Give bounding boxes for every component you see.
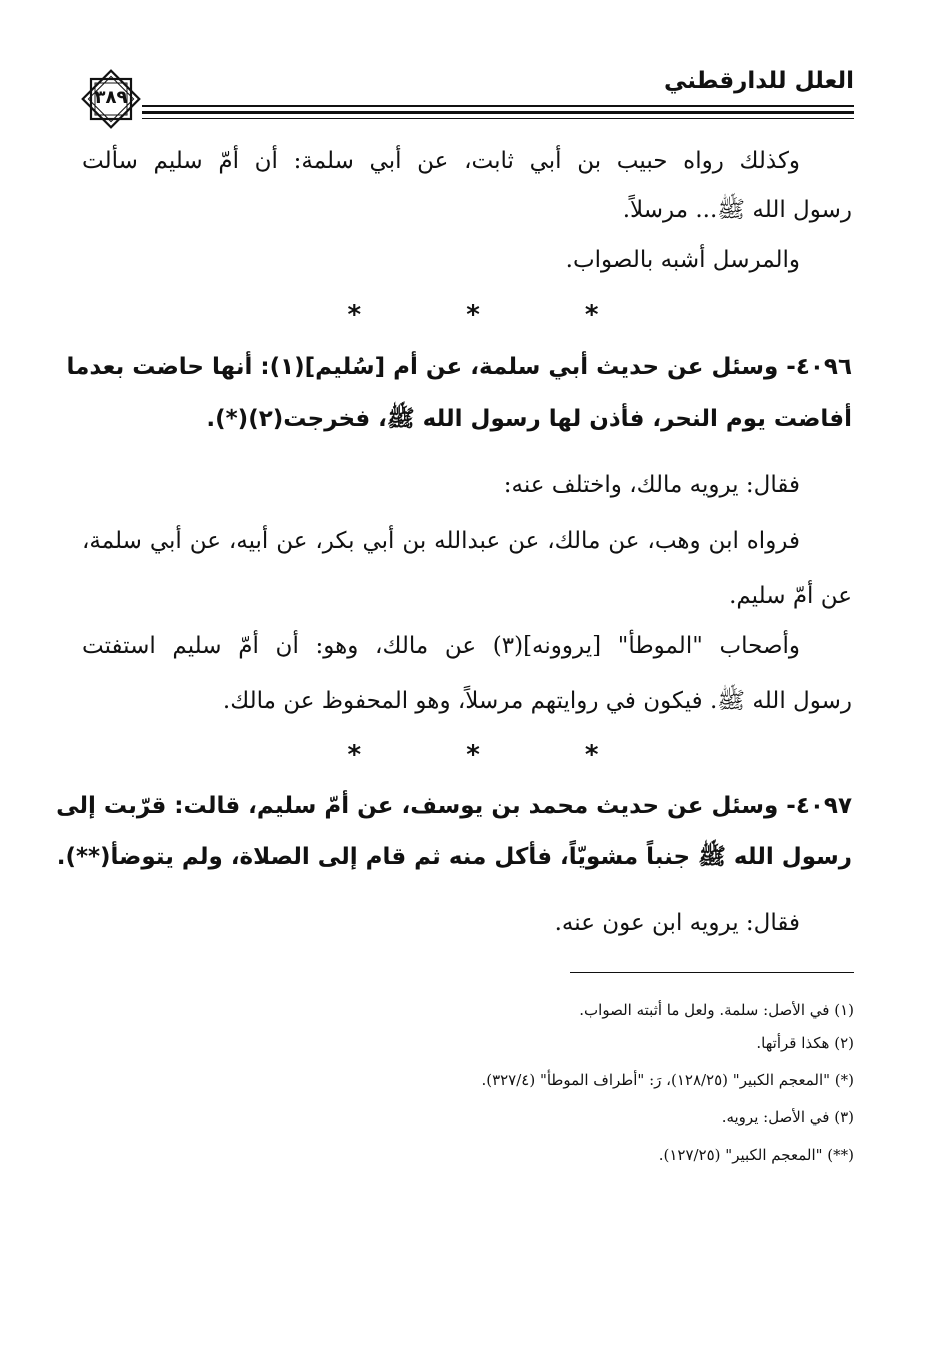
body-line: والمرسل أشبه بالصواب. (565, 247, 800, 273)
body-line: رسول الله ﷺ. فيكون في روايتهم مرسلاً، وهو المحفوظ عن مالك. (222, 688, 852, 714)
body-line: فرواه ابن وهب، عن مالك، عن عبدالله بن أبي بكر، عن أبيه، عن أبي سلمة، (82, 528, 800, 554)
page-number: ٣٨٩ (94, 87, 128, 108)
body-line: وكذلك رواه حبيب بن أبي ثابت، عن أبي سلمة: أن أمّ سليم سألت (82, 148, 800, 174)
question-heading: رسول الله ﷺ جنباً مشويّاً، فأكل منه ثم قام إلى الصلاة، ولم يتوضأ(**). (56, 844, 852, 870)
footnote: (١) في الأصل: سلمة. ولعل ما أثبته الصواب. (579, 1001, 854, 1019)
footnote-rule (570, 972, 854, 973)
footnote: (**) "المعجم الكبير" (١٢٧/٢٥). (658, 1146, 854, 1164)
body-line: فقال: يرويه مالك، واختلف عنه: (503, 472, 800, 498)
section-separator: * * * (347, 740, 647, 770)
book-title: العلل للدارقطني (664, 68, 854, 94)
body-line: عن أمّ سليم. (729, 583, 852, 609)
body-line: فقال: يرويه ابن عون عنه. (554, 910, 800, 936)
section-separator: * * * (347, 300, 647, 330)
header-rule (142, 111, 854, 114)
footnote: (٣) في الأصل: يرويه. (721, 1108, 854, 1126)
question-heading: ٤٠٩٦- وسئل عن حديث أبي سلمة، عن أم [سُليم](١): أنها حاضت بعدما (66, 354, 852, 380)
body-line: رسول الله ﷺ... مرسلاً. (622, 197, 852, 223)
page-number-badge (78, 66, 144, 132)
footnote: (٢) هكذا قرأتها. (756, 1034, 854, 1052)
footnote: (*) "المعجم الكبير" (١٢٨/٢٥)، رَ: "أطراف الموطأ" (٣٢٧/٤). (481, 1071, 854, 1089)
header-rule (142, 118, 854, 119)
question-heading: أفاضت يوم النحر، فأذن لها رسول الله ﷺ، فخرجت(٢)(*). (206, 406, 852, 432)
body-line: وأصحاب "الموطأ" [يروونه](٣) عن مالك، وهو: أن أمّ سليم استفتت (82, 633, 800, 659)
question-heading: ٤٠٩٧- وسئل عن حديث محمد بن يوسف، عن أمّ سليم، قالت: قرّبت إلى (56, 793, 852, 819)
header-rule (142, 105, 854, 107)
